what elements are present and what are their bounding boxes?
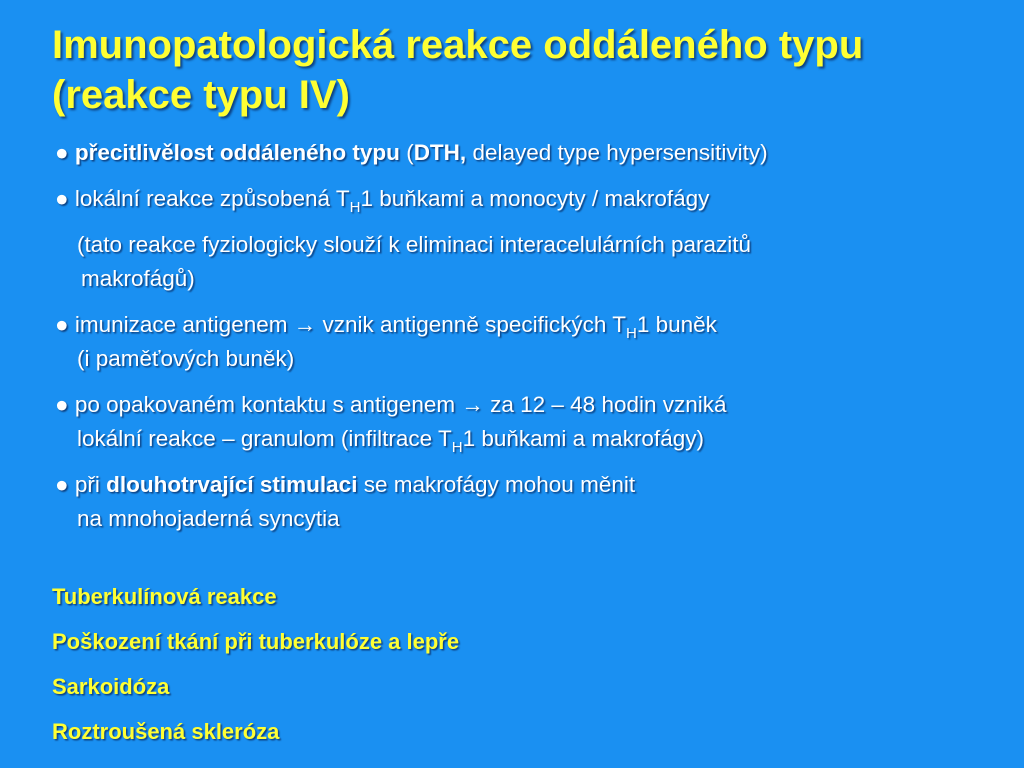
note-line-1: (tato reakce fyziologicky slouží k eliminaci interacelulárních parazitů (77, 232, 752, 257)
bullet-repeated-contact-line-2 (77, 424, 704, 457)
link-multiple-sclerosis[interactable]: Roztroušená skleróza (52, 719, 280, 744)
bullet-mark: ● (55, 186, 69, 211)
bullet-mark: ● (55, 140, 69, 165)
bullet-dth-term: přecitlivělost oddáleného typu (74, 140, 400, 165)
slide-title (52, 20, 1002, 120)
bullet-local-reaction-text: lokální reakce způsobená T (74, 186, 350, 211)
link-tuberculosis-leprosy[interactable]: Poškození tkání při tuberkulóze a lepře (52, 629, 460, 654)
link-sarcoidosis[interactable]: Sarkoidóza (52, 674, 170, 699)
bullet-mark: ● (55, 472, 69, 497)
bullet-immunization-text: imunizace antigenem → vznik antigenně specifických T (74, 312, 626, 337)
bullet-long-stimulation-line-2: na mnohojaderná syncytia (77, 506, 340, 531)
bullet-mark: ● (55, 312, 69, 337)
bullet-long-stimulation-pre: při (74, 472, 100, 497)
bullet-dth-abbr: DTH, (413, 140, 467, 165)
bullet-local-reaction-post: 1 buňkami a monocyty / makrofágy (360, 186, 710, 211)
slide-title-line-1: Imunopatologická reakce oddáleného typu (52, 23, 864, 67)
bullet-dth (55, 138, 768, 168)
subscript-h: H (349, 199, 361, 216)
bullet-immunization-post: 1 buněk (636, 312, 717, 337)
bullet-immunization-line-2: (i paměťových buněk) (77, 346, 295, 371)
granuloma-text: lokální reakce – granulom (infiltrace T (77, 426, 452, 451)
link-tuberculin-reaction[interactable]: Tuberkulínová reakce (52, 584, 277, 609)
subscript-h: H (625, 325, 637, 342)
bullet-local-reaction (55, 184, 709, 217)
bullet-long-stimulation-term: dlouhotrvající stimulaci (106, 472, 358, 497)
subscript-h: H (451, 439, 463, 456)
bullet-repeated-contact (55, 390, 727, 420)
slide-title-line-2: (reakce typu IV) (52, 73, 350, 117)
granuloma-post: 1 buňkami a makrofágy) (462, 426, 704, 451)
bullet-mark: ● (55, 392, 69, 417)
bullet-immunization (55, 310, 717, 343)
note-line-2: makrofágů) (81, 266, 195, 291)
bullet-long-stimulation-post: se makrofágy mohou měnit (363, 472, 636, 497)
bullet-dth-paren: ( (406, 140, 414, 165)
bullet-long-stimulation (55, 470, 635, 500)
bullet-repeated-contact-text: po opakovaném kontaktu s antigenem → za 12 – 48 hodin vzniká (74, 392, 727, 417)
bullet-dth-rest: delayed type hypersensitivity) (472, 140, 768, 165)
